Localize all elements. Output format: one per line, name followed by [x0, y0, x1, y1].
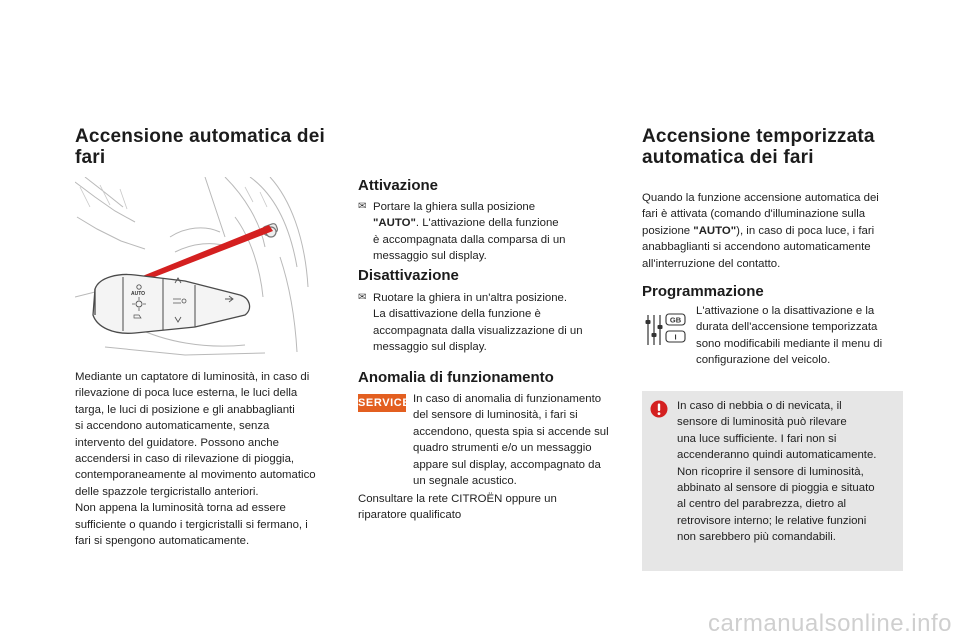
red-guide-line [135, 225, 273, 283]
section-title-timed-headlamps: Accensione temporizzata automatica dei fari [642, 126, 875, 168]
i-badge: I [674, 332, 677, 342]
automatic-headlamps-description: Mediante un captatore di luminosità, in caso di rilevazione di poca luce esterna, le luci della targa, le luci di posizione e gli anabbaglianti si accendono automaticamente, senza intervento del guidatore. Possono anche accendersi in caso di rilevazione di pioggia, contemporaneamente al movimento automatico delle spazzole tergicristallo anteriori. Non appena la luminosità torna ad essere sufficiente o quando i tergicristalli si fermano, i fari si spengono automaticamente. [75, 371, 316, 548]
gb-badge: GB [669, 315, 682, 325]
attivazione-instruction [358, 199, 623, 265]
bullet-icon: ✉ [358, 201, 367, 212]
anomalia-text: In caso di anomalia di funzionamento del sensore di luminosità, i fari si accendono, questa spia si accende sul quadro strumenti e/o un messaggio appare sul display, accompagnato da un segnale acustico. [413, 393, 609, 488]
service-warning-icon: SERVICE [358, 394, 406, 412]
watermark: carmanualsonline.info [708, 610, 952, 637]
attivazione-line1: Portare la ghiera sulla posizione [373, 201, 536, 213]
heading-anomalia: Anomalia di funzionamento [358, 369, 554, 386]
heading-programmazione: Programmazione [642, 283, 764, 300]
heading-disattivazione: Disattivazione [358, 267, 459, 284]
stalk-auto-label: AUTO [131, 291, 146, 297]
warning-note-text: In caso di nebbia o di nevicata, il sensore di luminosità può rilevare una luce sufficiente. I fari non si accenderanno quindi automaticamente. Non ricoprire il sensore di luminosità, abbinato al sensore di pioggia e situato al centro del parabrezza, dietro al retrovisore interno; le relative funzioni non sarebbero più comandabili. [677, 400, 877, 544]
vehicle-settings-icon [645, 313, 687, 347]
anomalia-footer: Consultare la rete CITROËN oppure un riparatore qualificato [358, 493, 557, 522]
heading-attivazione: Attivazione [358, 177, 439, 194]
lighting-stalk-illustration [75, 177, 310, 360]
disattivazione-instruction [358, 290, 623, 356]
warning-icon [650, 400, 668, 418]
intro-part2: ), in caso di poca luce, i fari anabbaglianti si accendono automaticamente all'interruzione del contatto. [642, 224, 875, 270]
programmazione-text: L'attivazione o la disattivazione e la durata dell'accensione temporizzata sono modificabili mediante il menu di configurazione del veicolo. [696, 305, 883, 367]
bullet-icon: ✉ [358, 292, 367, 303]
auto-keyword: "AUTO" [693, 224, 737, 237]
attivazione-line2: . L'attivazione della funzione [415, 217, 559, 230]
section-title-automatic-headlamps: Accensione automatica dei fari [75, 126, 325, 168]
intro-part1: Quando la funzione accensione automatica dei fari è attivata (comando d'illuminazione sulla posizione [642, 192, 879, 237]
attivazione-line3: è accompagnata dalla comparsa di un messaggio sul display. [373, 233, 566, 263]
disattivazione-text: Ruotare la ghiera in un'altra posizione. La disattivazione della funzione è accompagnata dalla visualizzazione di un messaggio sul display. [373, 292, 583, 354]
timed-headlamps-intro [642, 190, 912, 272]
auto-keyword: "AUTO" [373, 217, 416, 230]
